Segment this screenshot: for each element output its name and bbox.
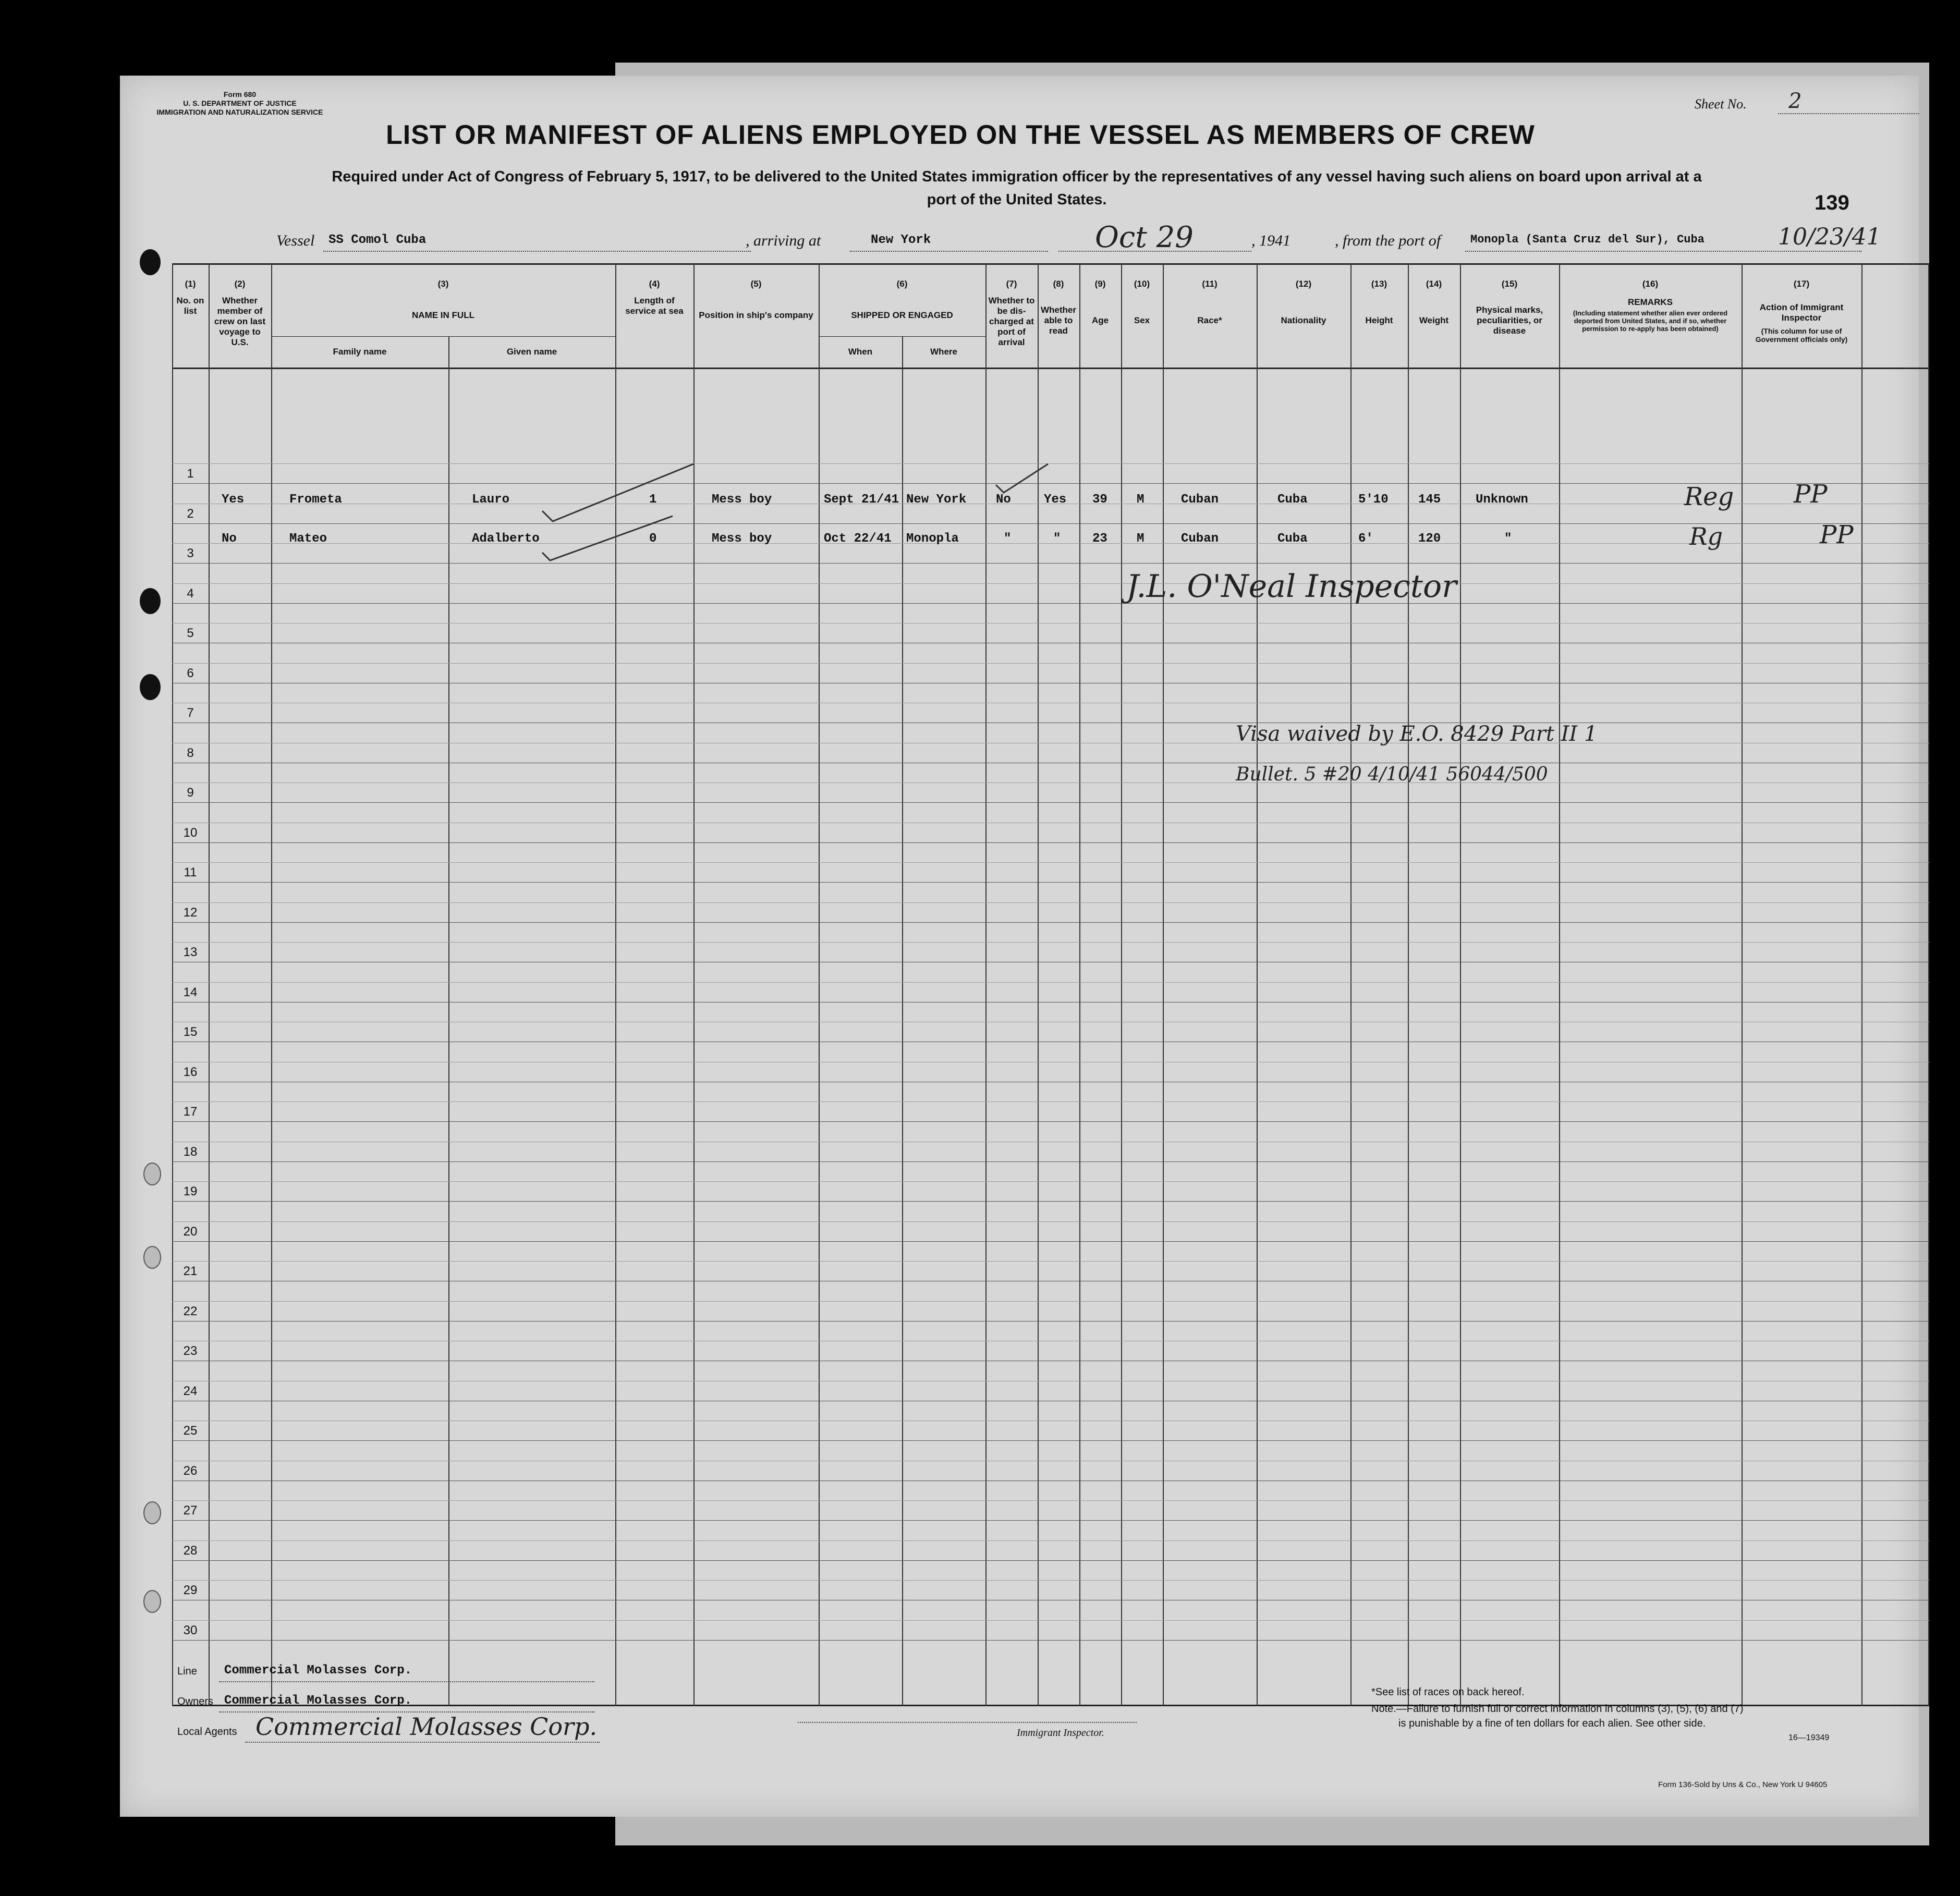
sheet-underline bbox=[1778, 113, 1919, 114]
from-label: , from the port of bbox=[1335, 232, 1441, 249]
row-number: 3 bbox=[187, 546, 194, 560]
row-line bbox=[172, 563, 1929, 564]
cell-action: PP bbox=[1820, 520, 1854, 549]
col-num-1: (1) bbox=[185, 279, 196, 289]
row-number: 21 bbox=[183, 1264, 198, 1278]
row-number: 22 bbox=[183, 1304, 198, 1318]
page-title: LIST OR MANIFEST OF ALIENS EMPLOYED ON THE VESSEL AS MEMBERS OF CREW bbox=[386, 120, 1535, 150]
cell-age: 39 bbox=[1092, 493, 1107, 507]
cell-family: Frometa bbox=[289, 493, 342, 507]
cell-family: Mateo bbox=[289, 532, 327, 546]
col-num-12: (12) bbox=[1295, 279, 1312, 289]
row-subline bbox=[172, 1261, 1929, 1262]
col-num-5: (5) bbox=[750, 279, 762, 289]
sheet-label: Sheet No. bbox=[1695, 96, 1747, 112]
row-number: 17 bbox=[183, 1105, 198, 1119]
cell-remarks: Rg bbox=[1689, 522, 1723, 551]
service: IMMIGRATION AND NATURALIZATION SERVICE bbox=[156, 108, 323, 116]
row-line bbox=[172, 922, 1929, 923]
row-number: 12 bbox=[183, 905, 198, 920]
punch-hole bbox=[143, 1590, 161, 1613]
row-subline bbox=[172, 782, 1929, 783]
check-marks bbox=[537, 459, 735, 563]
subhead-given: Given name bbox=[506, 347, 557, 357]
col-num-13: (13) bbox=[1371, 279, 1387, 289]
inspector-label: Immigrant Inspector. bbox=[1017, 1727, 1104, 1739]
arriving-underline bbox=[850, 251, 1048, 252]
row-number: 14 bbox=[183, 985, 198, 999]
row-subline bbox=[172, 942, 1929, 943]
cell-nationality: Cuba bbox=[1277, 493, 1308, 507]
col-label-nationality: Nationality bbox=[1281, 315, 1326, 325]
year-value: , 1941 bbox=[1251, 232, 1291, 249]
row-number: 4 bbox=[187, 586, 194, 601]
fine-note-2: is punishable by a fine of ten dollars for each alien. See other side. bbox=[1398, 1718, 1706, 1729]
row-subline bbox=[172, 1181, 1929, 1182]
inspector-line bbox=[798, 1722, 1137, 1723]
punch-hole bbox=[143, 1163, 161, 1185]
punch-hole bbox=[143, 1501, 161, 1524]
row-number: 24 bbox=[183, 1384, 198, 1398]
subhead-family: Family name bbox=[333, 347, 387, 357]
cell-height: 5'10 bbox=[1358, 493, 1389, 507]
table-row bbox=[172, 520, 1929, 553]
row-line bbox=[172, 603, 1929, 604]
vessel-value: SS Comol Cuba bbox=[328, 233, 427, 247]
col-label-no: No. on list bbox=[176, 296, 204, 316]
col-num-4: (4) bbox=[649, 279, 660, 289]
row-subline bbox=[172, 982, 1929, 983]
agents-signature: Commercial Molasses Corp. bbox=[255, 1712, 598, 1741]
cell-weight: 120 bbox=[1418, 532, 1441, 546]
form-number: Form 680 bbox=[223, 90, 257, 99]
cell-when: Oct 22/41 bbox=[824, 532, 892, 546]
vessel-underline bbox=[323, 251, 751, 252]
col-num-10: (10) bbox=[1134, 279, 1150, 289]
row-subline bbox=[172, 1301, 1929, 1302]
col-num-15: (15) bbox=[1501, 279, 1518, 289]
vessel-label: Vessel bbox=[276, 232, 315, 249]
col-num-9: (9) bbox=[1094, 279, 1106, 289]
row-subline bbox=[172, 902, 1929, 903]
cell-prev: Yes bbox=[222, 493, 245, 507]
row-number: 20 bbox=[183, 1224, 198, 1239]
from-date: 10/23/41 bbox=[1778, 224, 1881, 250]
cell-service: 0 bbox=[649, 532, 657, 546]
row-number: 30 bbox=[183, 1623, 198, 1637]
col-label-remarks: REMARKS bbox=[1628, 297, 1673, 307]
cell-height: 6' bbox=[1358, 532, 1373, 546]
manifest-page bbox=[120, 76, 1919, 1817]
row-number: 28 bbox=[183, 1543, 198, 1558]
inspector-note: (This column for use of Government officials only) bbox=[1755, 327, 1848, 344]
cell-given: Lauro bbox=[472, 493, 510, 507]
col-label-race: Race* bbox=[1197, 315, 1222, 325]
punch-hole bbox=[140, 249, 161, 275]
line-label: Line bbox=[177, 1666, 197, 1677]
remarks-note: (Including statement whether alien ever ordered deported from United States, and if so, whether permission to re-apply has been obtained) bbox=[1573, 309, 1728, 333]
line-underline bbox=[219, 1681, 594, 1682]
row-number: 29 bbox=[183, 1583, 198, 1597]
races-note: *See list of races on back hereof. bbox=[1371, 1686, 1525, 1698]
row-line bbox=[172, 1161, 1929, 1162]
cell-marks: " bbox=[1504, 532, 1512, 546]
col-num-14: (14) bbox=[1426, 279, 1442, 289]
owners-value: Commercial Molasses Corp. bbox=[224, 1694, 412, 1708]
cell-remarks: Reg bbox=[1684, 482, 1734, 511]
row-number: 5 bbox=[187, 626, 194, 640]
page-subtitle bbox=[151, 165, 1882, 211]
col-label-age: Age bbox=[1091, 315, 1109, 325]
row-number: 8 bbox=[187, 745, 194, 760]
from-value: Monopla (Santa Cruz del Sur), Cuba bbox=[1470, 233, 1705, 246]
row-number: 13 bbox=[183, 945, 198, 959]
row-subline bbox=[172, 1580, 1929, 1581]
form-header-block bbox=[130, 90, 349, 117]
row-number: 1 bbox=[187, 467, 194, 481]
row-line bbox=[172, 802, 1929, 803]
subhead-when: When bbox=[848, 347, 873, 357]
owners-label: Owners bbox=[177, 1696, 213, 1707]
visa-note-line-1: Visa waived by E.O. 8429 Part II 1 bbox=[1236, 722, 1598, 746]
col-label-sex: Sex bbox=[1134, 315, 1150, 325]
subtitle-line-2: port of the United States. bbox=[927, 191, 1107, 208]
col-num-3: (3) bbox=[437, 279, 449, 289]
arriving-label: , arriving at bbox=[746, 232, 821, 249]
cell-discharge: " bbox=[1004, 532, 1012, 546]
crew-table bbox=[172, 263, 1929, 1707]
cell-nationality: Cuba bbox=[1277, 532, 1308, 546]
punch-hole bbox=[140, 588, 161, 614]
row-number: 11 bbox=[184, 865, 197, 879]
row-line bbox=[172, 1121, 1929, 1122]
inspector-signature: J.L. O'Neal Inspector bbox=[1126, 568, 1457, 605]
cell-marks: Unknown bbox=[1476, 493, 1528, 507]
cell-action: PP bbox=[1794, 480, 1828, 509]
row-subline bbox=[172, 583, 1929, 584]
row-number: 9 bbox=[187, 786, 194, 800]
row-subline bbox=[172, 862, 1929, 863]
cell-where: New York bbox=[906, 493, 967, 507]
check-mark-discharge bbox=[991, 459, 1053, 500]
fine-note-1: Note.—Failure to furnish full or correct information in columns (3), (5), (6) and (7) bbox=[1371, 1703, 1744, 1715]
row-number: 19 bbox=[183, 1184, 198, 1198]
col-num-7: (7) bbox=[1006, 279, 1017, 289]
row-number: 10 bbox=[183, 825, 198, 840]
col-num-11: (11) bbox=[1202, 279, 1218, 289]
agents-label: Local Agents bbox=[177, 1726, 237, 1738]
visa-note-line-2: Bullet. 5 #20 4/10/41 56044/500 bbox=[1236, 764, 1548, 785]
row-line bbox=[172, 1321, 1929, 1322]
col-label-shipped: SHIPPED OR ENGAGED bbox=[851, 310, 953, 320]
row-subline bbox=[172, 1221, 1929, 1222]
agents-underline bbox=[245, 1742, 600, 1743]
row-line bbox=[172, 842, 1929, 843]
col-label-discharge: Whether to be dis-charged at port of arrival bbox=[988, 296, 1035, 347]
cell-age: 23 bbox=[1092, 532, 1107, 546]
col-label-service: Length of service at sea bbox=[625, 296, 684, 316]
cell-when: Sept 21/41 bbox=[824, 493, 899, 507]
date-underline bbox=[1058, 251, 1251, 252]
arriving-value: New York bbox=[871, 233, 931, 247]
row-line bbox=[172, 1241, 1929, 1242]
row-line bbox=[172, 1640, 1929, 1641]
cell-prev: No bbox=[222, 532, 237, 546]
row-line bbox=[172, 523, 1929, 524]
sheet-value: 2 bbox=[1788, 89, 1802, 113]
row-subline bbox=[172, 1620, 1929, 1621]
cell-read: Yes bbox=[1044, 493, 1067, 507]
col-label-name: NAME IN FULL bbox=[412, 310, 474, 320]
row-number: 2 bbox=[187, 506, 194, 521]
subtitle-line-1: Required under Act of Congress of February 5, 1917, to be delivered to the United States immigration officer by the representatives of any vessel having such aliens on board upon arrival at a bbox=[332, 168, 1702, 185]
subhead-where: Where bbox=[930, 347, 957, 357]
row-subline bbox=[172, 1540, 1929, 1541]
row-number: 15 bbox=[183, 1025, 198, 1039]
row-line bbox=[172, 1520, 1929, 1521]
punch-hole bbox=[140, 674, 161, 700]
row-number: 18 bbox=[183, 1144, 198, 1159]
row-number: 6 bbox=[187, 666, 194, 680]
col-num-2: (2) bbox=[234, 279, 246, 289]
row-number: 26 bbox=[183, 1463, 198, 1478]
cell-weight: 145 bbox=[1418, 493, 1441, 507]
row-number: 27 bbox=[183, 1503, 198, 1518]
col-label-weight: Weight bbox=[1419, 315, 1449, 325]
row-line bbox=[172, 1201, 1929, 1202]
from-underline bbox=[1465, 251, 1861, 252]
cell-position: Mess boy bbox=[712, 493, 772, 507]
page-number: 139 bbox=[1815, 191, 1849, 214]
col-num-6: (6) bbox=[896, 279, 908, 289]
cell-read: " bbox=[1053, 532, 1061, 546]
col-label-read: Whether able to read bbox=[1041, 305, 1076, 336]
row-number: 23 bbox=[183, 1344, 198, 1358]
cell-given: Adalberto bbox=[472, 532, 540, 546]
cell-sex: M bbox=[1137, 532, 1145, 546]
row-line bbox=[172, 882, 1929, 883]
col-num-17: (17) bbox=[1793, 279, 1810, 289]
row-subline bbox=[172, 1500, 1929, 1501]
col-label-position: Position in ship's company bbox=[699, 310, 813, 320]
row-number: 7 bbox=[187, 706, 194, 720]
row-line bbox=[172, 1560, 1929, 1561]
arrival-date: Oct 29 bbox=[1095, 221, 1194, 254]
col-num-16: (16) bbox=[1642, 279, 1659, 289]
col-num-8: (8) bbox=[1053, 279, 1064, 289]
department: U. S. DEPARTMENT OF JUSTICE bbox=[183, 99, 297, 107]
form-code: 16—19349 bbox=[1788, 1733, 1830, 1742]
cell-discharge: No bbox=[996, 493, 1011, 507]
col-label-marks: Physical marks, peculiarities, or disease bbox=[1476, 305, 1543, 336]
cell-position: Mess boy bbox=[712, 532, 772, 546]
cell-race: Cuban bbox=[1181, 532, 1219, 546]
row-line bbox=[172, 1440, 1929, 1441]
line-value: Commercial Molasses Corp. bbox=[224, 1663, 412, 1678]
row-number: 16 bbox=[183, 1065, 198, 1079]
printer-note: Form 136-Sold by Uns & Co., New York U 94605 bbox=[1658, 1780, 1828, 1789]
cell-sex: M bbox=[1137, 493, 1145, 507]
cell-service: 1 bbox=[649, 493, 657, 507]
cell-race: Cuban bbox=[1181, 493, 1219, 507]
row-subline bbox=[172, 663, 1929, 664]
col-label-height: Height bbox=[1365, 315, 1393, 325]
col-label-prev-voyage: Whether member of crew on last voyage to U.S. bbox=[214, 296, 266, 347]
punch-hole bbox=[143, 1246, 161, 1269]
row-number: 25 bbox=[183, 1424, 198, 1438]
cell-where: Monopla bbox=[906, 532, 959, 546]
col-label-action: Action of Immigrant Inspector bbox=[1759, 302, 1844, 323]
